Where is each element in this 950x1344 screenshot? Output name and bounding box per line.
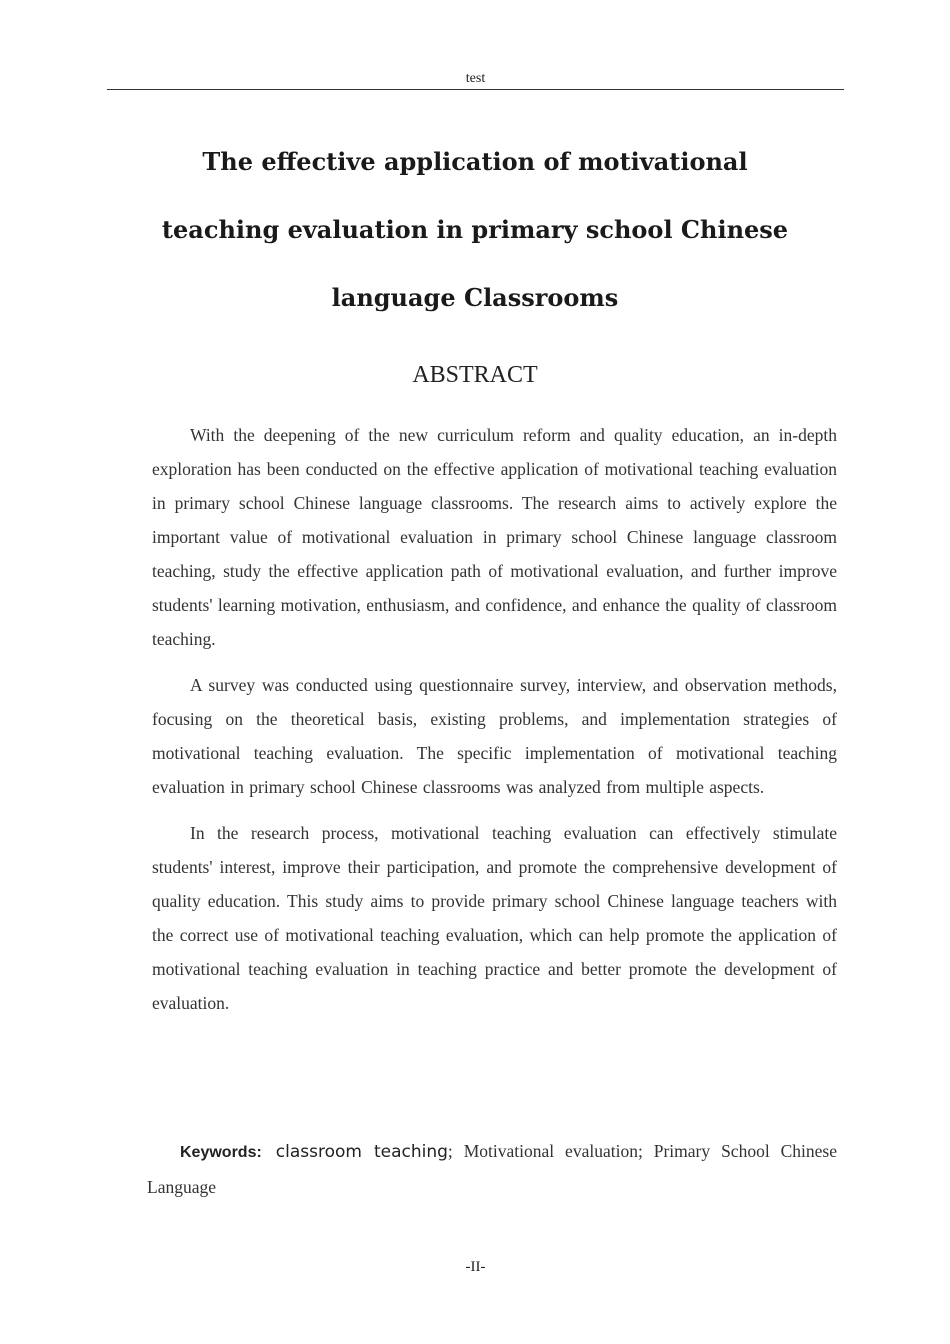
page-number: -II-: [465, 1259, 486, 1275]
keyword-classroom-teaching: classroom teaching: [275, 1142, 448, 1162]
keywords-rest: ; Motivational evaluation; Primary School Chinese Language: [147, 1141, 837, 1197]
abstract-body: [152, 418, 837, 1032]
abstract-paragraph-2: A survey was conducted using questionnaire survey, interview, and observation methods, focusing on the theoretical basis, existing problems, and implementation strategies of motivational teaching evaluation. The specific implementation of motivational teaching evaluation in primary school Chinese classrooms was analyzed from multiple aspects.: [152, 675, 837, 797]
header-divider: [107, 89, 844, 90]
keywords-line: [147, 1134, 837, 1204]
document-title: The effective application of motivational teaching evaluation in primary school Chinese language Classrooms: [161, 147, 789, 312]
abstract-heading: ABSTRACT: [412, 362, 538, 388]
abstract-paragraph-3: In the research process, motivational teaching evaluation can effectively stimulate students' interest, improve their participation, and promote the comprehensive development of quality education. This study aims to provide primary school Chinese language teachers with the correct use of motivational teaching evaluation, which can help promote the application of motivational teaching evaluation in teaching practice and better promote the development of evaluation.: [152, 823, 837, 1013]
page-header: test: [465, 71, 486, 86]
keywords-label: Keywords:: [180, 1144, 262, 1161]
abstract-paragraph-1: With the deepening of the new curriculum reform and quality education, an in-depth exploration has been conducted on the effective application of motivational teaching evaluation in primary school Chinese language classrooms. The research aims to actively explore the important value of motivational evaluation in primary school Chinese language classroom teaching, study the effective application path of motivational evaluation, and further improve students' learning motivation, enthusiasm, and confidence, and enhance the quality of classroom teaching.: [152, 425, 837, 649]
